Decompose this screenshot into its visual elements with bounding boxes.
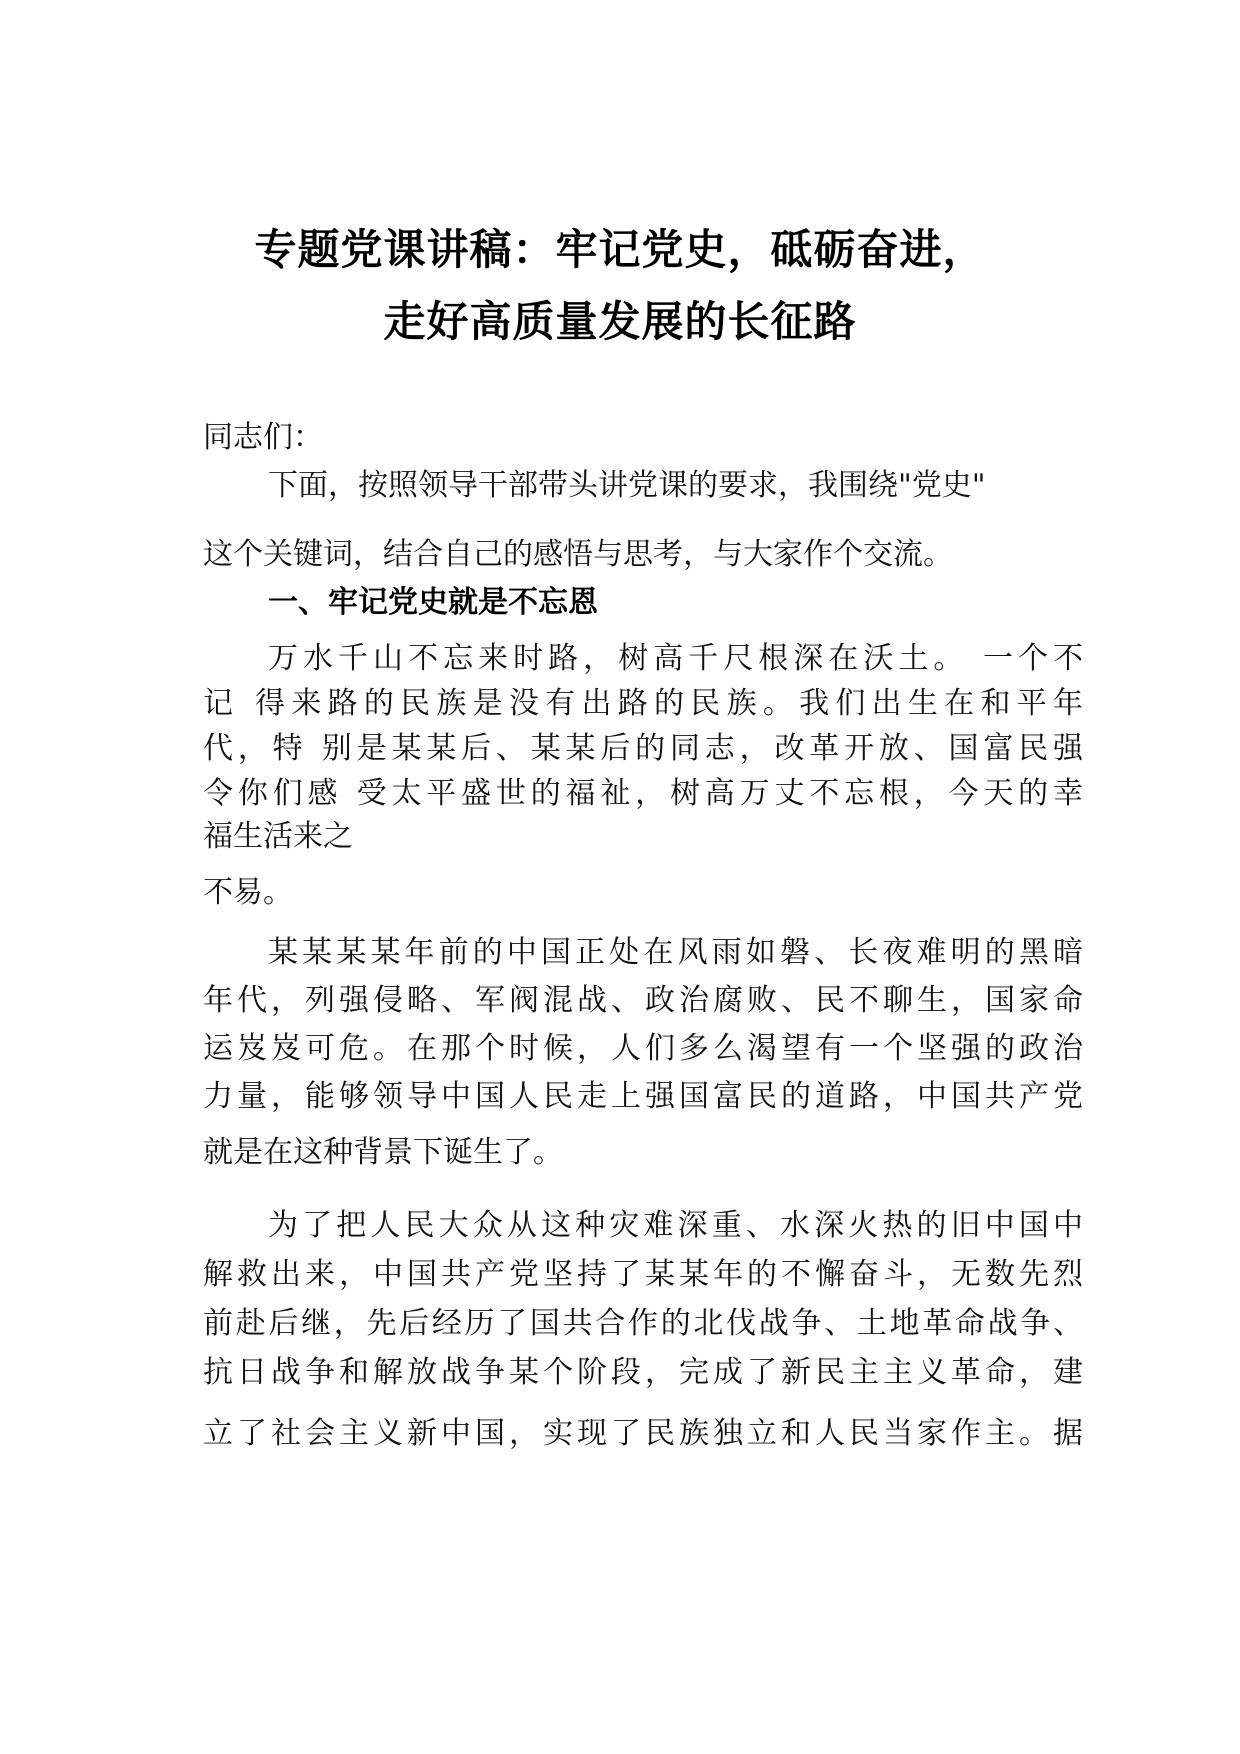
paragraph-line: 为了把人民大众从这种灾难深重、水深火热的旧中国中: [268, 1208, 1083, 1243]
paragraph-line: 立了社会主义新中国，实现了民族独立和人民当家作主。据: [203, 1416, 1083, 1451]
paragraph-line: 解救出来，中国共产党坚持了某某年的不懈奋斗，无数先烈: [203, 1257, 1083, 1292]
paragraph-line: 不易。: [203, 875, 293, 910]
paragraph-line: 福生活来之: [203, 819, 353, 854]
paragraph-line: 万水千山不忘来时路，树高千尺根深在沃土。 一个不: [268, 641, 1083, 676]
salutation: 同志们：: [203, 420, 323, 455]
paragraph-line: 这个关键词，结合自己的感悟与思考，与大家作个交流。: [203, 537, 953, 572]
paragraph-line: 代，特 别是某某后、某某后的同志，改革开放、国富民强: [203, 731, 1083, 766]
paragraph-line: 前赴后继，先后经历了国共合作的北伐战争、土地革命战争、: [203, 1306, 1083, 1341]
paragraph-line: 运岌岌可危。在那个时候，人们多么渴望有一个坚强的政治: [203, 1031, 1083, 1066]
paragraph-line: 记 得来路的民族是没有出路的民族。我们出生在和平年: [203, 686, 1083, 721]
paragraph-line: 抗日战争和解放战争某个阶段，完成了新民主主义革命，建: [203, 1355, 1083, 1390]
document-title-line-2: 走好高质量发展的长征路: [383, 297, 857, 346]
paragraph-line: 某某某某年前的中国正处在风雨如磐、长夜难明的黑暗: [268, 935, 1083, 970]
document-title-line-1: 专题党课讲稿：牢记党史，砥砺奋进，: [254, 225, 986, 274]
paragraph-line: 下面，按照领导干部带头讲党课的要求，我围绕"党史": [268, 468, 986, 503]
paragraph-line: 就是在这种背景下诞生了。: [203, 1135, 563, 1170]
paragraph-line: 力量，能够领导中国人民走上强国富民的道路，中国共产党: [203, 1079, 1083, 1114]
paragraph-line: 令你们感 受太平盛世的福祉，树高万丈不忘根，今天的幸: [203, 776, 1083, 811]
section-heading: 一、牢记党史就是不忘恩: [268, 585, 598, 620]
paragraph-line: 年代，列强侵略、军阀混战、政治腐败、民不聊生，国家命: [203, 983, 1083, 1018]
